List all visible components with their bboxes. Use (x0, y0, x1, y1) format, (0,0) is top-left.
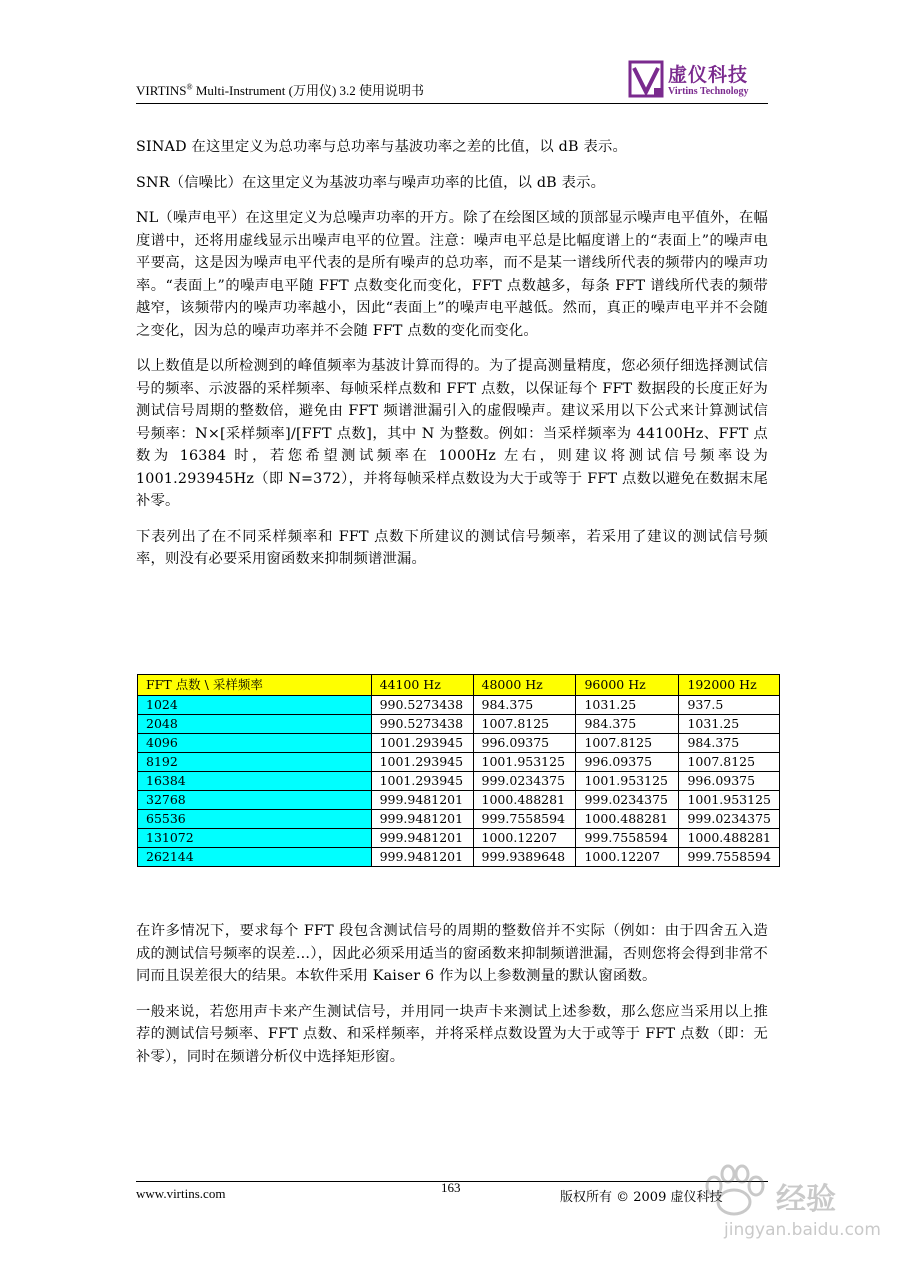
table-cell: 1000.12207 (576, 848, 679, 867)
paragraph-sinad: SINAD 在这里定义为总功率与总功率与基波功率之差的比值，以 dB 表示。 (136, 139, 627, 155)
table-row (138, 772, 780, 791)
table-cell: 1000.488281 (473, 791, 576, 810)
logo-chinese-name: 虚仪科技 (668, 64, 749, 86)
table-cell: 996.09375 (473, 734, 576, 753)
watermark-url: jingyan.baidu.com (724, 1220, 881, 1240)
table-row (138, 848, 780, 867)
table-cell-fft-points: 1024 (138, 696, 372, 715)
paragraph-noise-level: NL（噪声电平）在这里定义为总噪声功率的开方。除了在绘图区域的顶部显示噪声电平值外，在幅度谱中，还将用虚线显示出噪声电平的位置。注意：噪声电平总是比幅度谱上的“表面上”的噪声电平要高，这是因为噪声电平代表的是所有噪声的总功率，而不是某一谱线所代表的频带内的噪声功率。“表面上”的噪声电平随 FFT 点数变化而变化，FFT 点数越多，每条 FFT 谱线所代表的频带越窄，该频带内的噪声功率越小，因此“表面上”的噪声电平越低。然而，真正的噪声电平并不会随之变化，因为总的噪声功率并不会随 FFT 点数的变化而变化。 (136, 210, 768, 339)
table-cell: 999.9481201 (371, 848, 473, 867)
table-cell: 1007.8125 (576, 734, 679, 753)
table-cell: 1007.8125 (679, 753, 780, 772)
table-header-cell: 44100 Hz (371, 675, 473, 696)
paragraph-sound-card-advice: 一般来说，若您用声卡来产生测试信号，并用同一块声卡来测试上述参数，那么您应当采用以上推荐的测试信号频率、FFT 点数、和采样频率，并将采样点数设置为大于或等于 FFT 点数（即：无补零），同时在频谱分析仪中选择矩形窗。 (136, 1003, 768, 1065)
table-row (138, 696, 780, 715)
table-cell-fft-points: 16384 (138, 772, 372, 791)
footer-copyright: 版权所有 © 2009 虚仪科技 (560, 1190, 723, 1205)
table-cell: 984.375 (473, 696, 576, 715)
table-cell-fft-points: 32768 (138, 791, 372, 810)
recommended-frequency-table (137, 674, 780, 867)
body-text-upper (136, 136, 768, 584)
table-cell: 999.0234375 (679, 810, 780, 829)
baidu-jingyan-watermark (690, 1160, 890, 1260)
table-row (138, 734, 780, 753)
table-cell: 999.7558594 (576, 829, 679, 848)
paragraph-snr: SNR（信噪比）在这里定义为基波功率与噪声功率的比值，以 dB 表示。 (136, 174, 606, 191)
paragraph-table-intro: 下表列出了在不同采样频率和 FFT 点数下所建议的测试信号频率，若采用了建议的测试信号频率，则没有必要采用窗函数来抑制频谱泄漏。 (136, 528, 768, 567)
table-cell: 1001.293945 (371, 753, 473, 772)
table-cell: 1001.953125 (576, 772, 679, 791)
table-row (138, 753, 780, 772)
table-cell: 1001.953125 (473, 753, 576, 772)
table-cell: 999.0234375 (576, 791, 679, 810)
table-row (138, 715, 780, 734)
table-cell: 999.9389648 (473, 848, 576, 867)
table-cell: 1001.293945 (371, 734, 473, 753)
table-header-row (138, 675, 780, 696)
table-cell: 999.9481201 (371, 829, 473, 848)
table-cell: 990.5273438 (371, 696, 473, 715)
paragraph-window-function: 在许多情况下，要求每个 FFT 段包含测试信号的周期的整数倍并不实际（例如：由于四舍五入造成的测试信号频率的误差…），因此必须采用适当的窗函数来抑制频谱泄漏，否则您将会得到非常不同而且误差很大的结果。本软件采用 Kaiser 6 作为以上参数测量的默认窗函数。 (136, 923, 768, 984)
table-cell: 1031.25 (679, 715, 780, 734)
paw-icon (694, 1164, 774, 1220)
company-logo (628, 58, 773, 102)
table-cell: 990.5273438 (371, 715, 473, 734)
table-cell: 1007.8125 (473, 715, 576, 734)
table-header-cell: 48000 Hz (473, 675, 576, 696)
table-cell: 984.375 (679, 734, 780, 753)
table-cell: 999.9481201 (371, 810, 473, 829)
table-cell-fft-points: 8192 (138, 753, 372, 772)
table-header-cell: 192000 Hz (679, 675, 780, 696)
table-header-cell: 96000 Hz (576, 675, 679, 696)
table-cell: 999.7558594 (473, 810, 576, 829)
table-cell: 1000.12207 (473, 829, 576, 848)
table-cell: 999.9481201 (371, 791, 473, 810)
table-cell: 996.09375 (576, 753, 679, 772)
table-cell: 984.375 (576, 715, 679, 734)
table-row (138, 829, 780, 848)
registered-mark: ® (186, 82, 193, 92)
watermark-text: 经验 (776, 1182, 836, 1217)
table-cell-fft-points: 2048 (138, 715, 372, 734)
table-cell: 999.7558594 (679, 848, 780, 867)
table-cell: 999.0234375 (473, 772, 576, 791)
virtins-logo-icon (628, 60, 664, 100)
table-row (138, 810, 780, 829)
table-row (138, 791, 780, 810)
table-header-cell: FFT 点数 \ 采样频率 (138, 675, 372, 696)
header-title-rest: Multi-Instrument (万用仪) 3.2 使用说明书 (192, 83, 425, 98)
table-cell: 1001.953125 (679, 791, 780, 810)
table-cell: 1000.488281 (576, 810, 679, 829)
table-cell-fft-points: 4096 (138, 734, 372, 753)
table-cell: 1000.488281 (679, 829, 780, 848)
header-title-prefix: VIRTINS (136, 83, 187, 98)
table-cell: 1001.293945 (371, 772, 473, 791)
table-cell-fft-points: 262144 (138, 848, 372, 867)
body-text-lower (136, 920, 768, 1081)
paragraph-measurement-accuracy: 以上数值是以所检测到的峰值频率为基波计算而得的。为了提高测量精度，您必须仔细选择测试信号的频率、示波器的采样频率、每帧采样点数和 FFT 点数，以保证每个 FFT 数据段的长度正好为测试信号周期的整数倍，避免由 FFT 频谱泄漏引入的虚假噪声。建议采用以下公式来计算测试信号频率：N×[采样频率]/[FFT 点数]，其中 N 为整数。例如：当采样频率为 44100Hz、FFT 点数为 16384 时，若您希望测试频率在 1000Hz 左右，则建议将测试信号频率设为 1001.293945Hz（即 N=372），并将每帧采样点数设为大于或等于 FFT 点数以避免在数据末尾补零。 (136, 358, 768, 509)
header-title (136, 80, 424, 99)
table-cell: 996.09375 (679, 772, 780, 791)
footer-website: www.virtins.com (136, 1186, 226, 1201)
table-cell: 1031.25 (576, 696, 679, 715)
page-number: 163 (441, 1180, 461, 1195)
logo-english-name: Virtins Technology (668, 86, 749, 97)
table-cell: 937.5 (679, 696, 780, 715)
table-cell-fft-points: 131072 (138, 829, 372, 848)
table-cell-fft-points: 65536 (138, 810, 372, 829)
header-divider (136, 103, 768, 104)
